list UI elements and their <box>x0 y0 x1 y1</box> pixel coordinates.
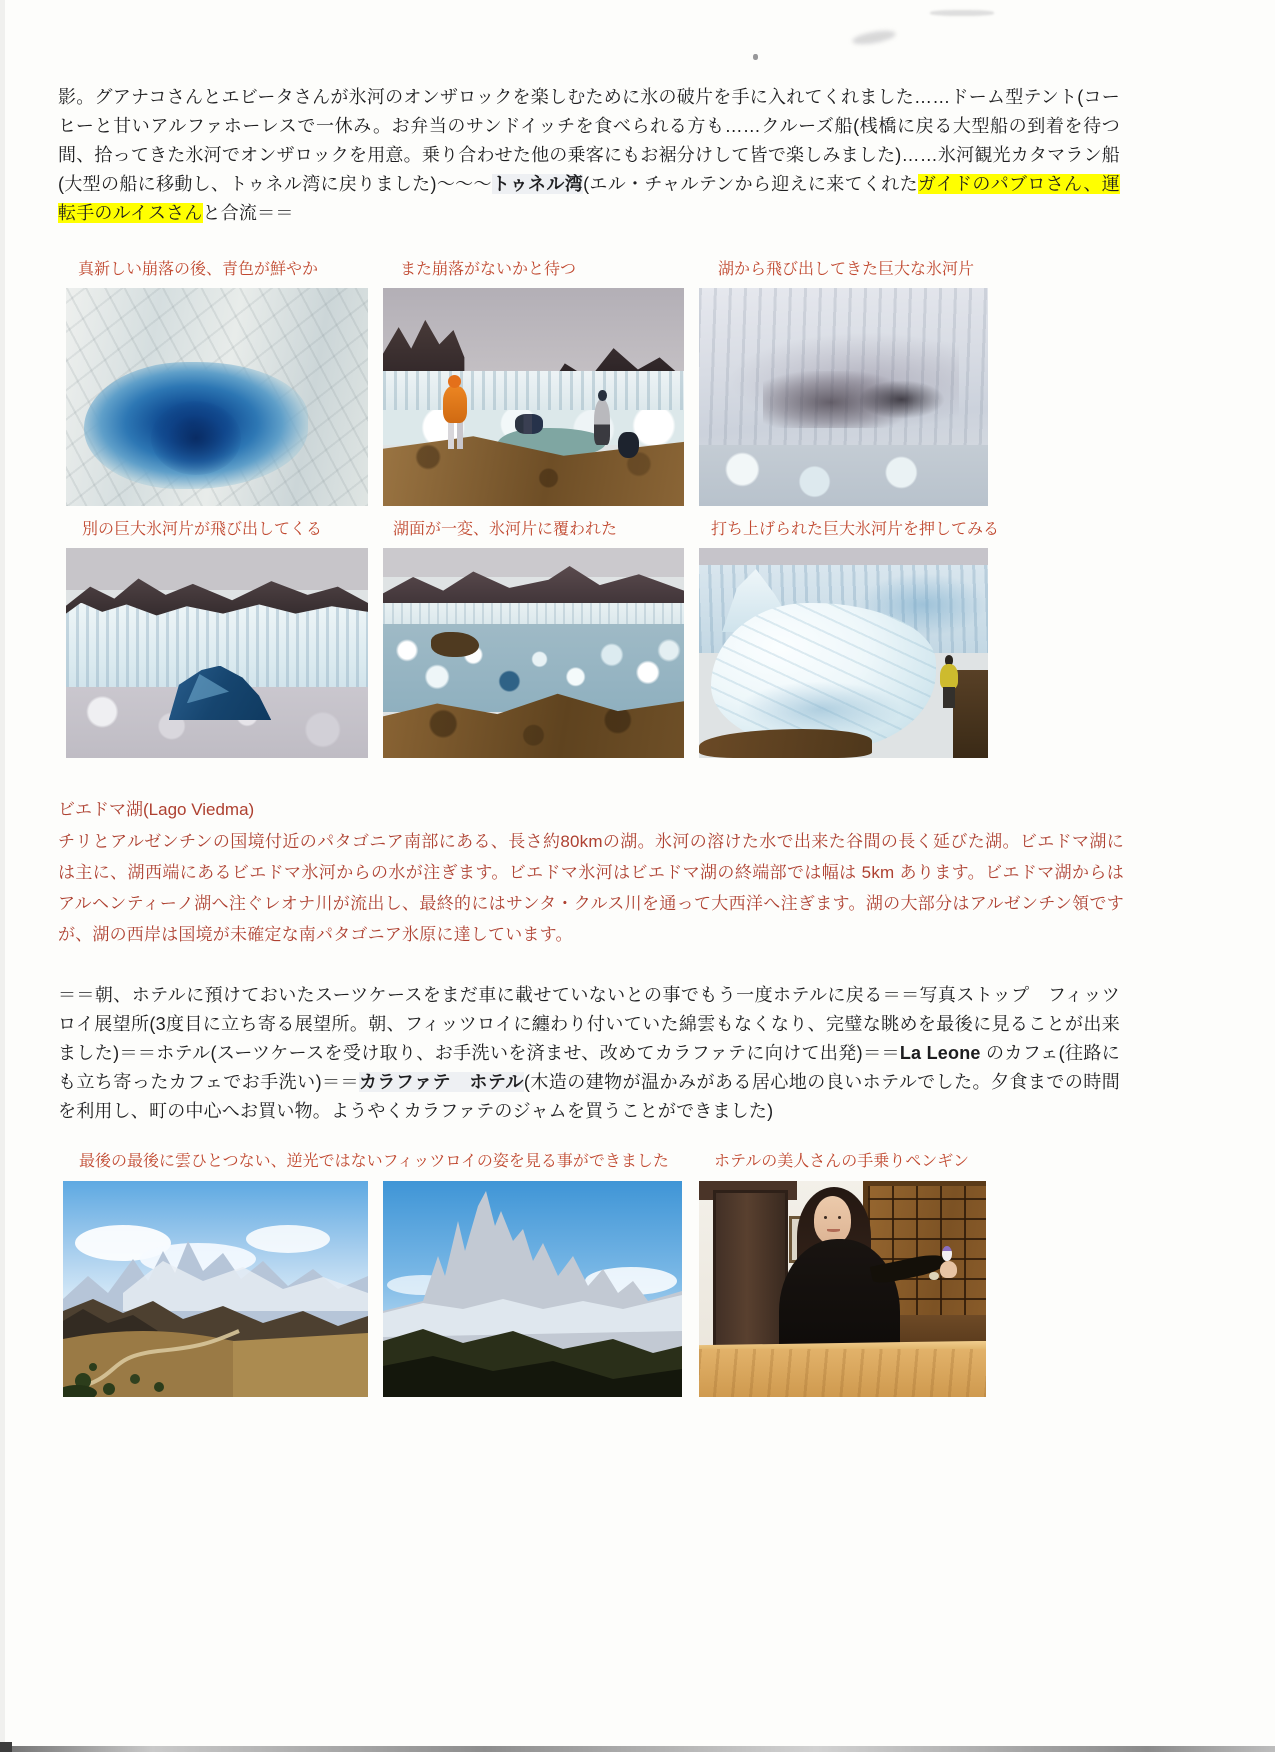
scan-speck <box>753 54 758 60</box>
photo-hotel-receptionist-penguin <box>699 1181 986 1397</box>
toy-penguin <box>942 1246 952 1261</box>
standing-person-head <box>598 390 606 401</box>
scan-smudge <box>930 10 994 16</box>
photo-caption-row3-2: ホテルの美人さんの手乗りペンギン <box>714 1153 970 1170</box>
photo-caption-row2-3: 打ち上げられた巨大氷河片を押してみる <box>711 521 1000 538</box>
viedma-section-paragraph: チリとアルゼンチンの国境付近のパタゴニア南部にある、長さ約80kmの湖。氷河の溶けた水で出来た谷間の長く延びた湖。ビエドマ湖には主に、湖西端にあるビエドマ氷河からの水が注ぎます。ビエドマ氷河はビエドマ湖の終端部では幅は 5km あります。ビエドマ湖からはアルヘンティーノ湖へ注ぐレオナ川が流出し、最終的にはサンタ・クルス川を通って大西洋へ注ぎます。湖の大部分はアルゼンチン領ですが、湖の西岸は国境が未確定な南パタゴニア氷原に達しています。 <box>58 832 1124 944</box>
photo-caption-row3-1: 最後の最後に雲ひとつない、逆光ではないフィッツロイの姿を見る事ができました <box>79 1153 669 1170</box>
shore-rocks <box>699 729 872 758</box>
photo-giant-ice-block-from-lake <box>699 288 988 506</box>
ice-rubble <box>699 445 988 506</box>
fitzroy-peaks-graphic <box>383 1181 682 1397</box>
photo-lake-covered-with-ice <box>383 548 684 758</box>
photo-caption-row1-1: 真新しい崩落の後、青色が鮮やか <box>78 261 319 278</box>
sky <box>66 548 368 590</box>
scan-left-edge <box>0 0 5 1752</box>
wooden-counter <box>699 1349 986 1397</box>
deep-blue-ice <box>151 401 242 475</box>
day-log-paragraph: ＝＝朝、ホテルに預けておいたスーツケースをまだ車に載せていないとの事でもう一度ホテルに戻る＝＝写真ストップ フィッツロイ展望所(3度目に立ち寄る展望所。朝、フィッツロイに纏わり付いていた綿雲もなくなり、完璧な眺めを最後に見ることが出来ました)＝＝ホテル(スーツケースを受け取り、お手洗いを済ませ、改めてカラファテに向けて出発)＝＝La Leone のカフェ(往路にも立ち寄ったカフェでお手洗い)＝＝カラファテ ホテル(木造の建物が温かみがある居心地の良いホテルでした。夕食までの時間を利用し、町の中心へお買い物。ようやくカラファテのジャムを買うことができました) <box>58 985 1120 1121</box>
standing-person <box>594 399 611 445</box>
dark-rock-patch <box>858 380 945 419</box>
photo-caption-row1-2: また崩落がないかと待つ <box>400 261 577 278</box>
photo-fitzroy-landscape <box>63 1181 368 1397</box>
scan-bottom-corner <box>0 1742 12 1752</box>
viedma-section-heading: ビエドマ湖(Lago Viedma) <box>58 800 255 819</box>
backpack <box>618 432 639 458</box>
photo-pushing-beached-iceberg <box>699 548 988 758</box>
photo-caption-row2-2: 湖面が一変、氷河片に覆われた <box>393 521 618 538</box>
woman-face <box>814 1196 851 1244</box>
scan-smudge <box>851 28 896 46</box>
photo-another-iceberg-emerging <box>66 548 368 758</box>
photo-caption-row1-3: 湖から飛び出してきた巨大な氷河片 <box>718 261 975 278</box>
sitting-people <box>515 414 542 434</box>
photo-glacier-fresh-blue-ice <box>66 288 368 506</box>
sky <box>383 548 684 577</box>
scan-bottom-edge <box>0 1746 1275 1752</box>
right-rock <box>953 670 988 758</box>
eye <box>824 1216 827 1219</box>
person-yellow-jacket <box>940 664 957 689</box>
wristwatch <box>929 1272 939 1281</box>
photo-fitzroy-peaks <box>383 1181 682 1397</box>
orange-person-legs <box>448 421 463 449</box>
eye <box>838 1216 841 1219</box>
rock-islet <box>431 632 479 657</box>
orange-person-body <box>443 386 467 423</box>
intro-paragraph: 影。グアナコさんとエビータさんが氷河のオンザロックを楽しむために氷の破片を手に入れてくれました……ドーム型テント(コーヒーと甘いアルファホーレスで一休み。お弁当のサンドイッチを食べられる方も……クルーズ船(桟橋に戻る大型船の到着を待つ間、拾ってきた氷河でオンザロックを用意。乗り合わせた他の乗客にもお裾分けして皆で楽しみました)……氷河観光カタマラン船(大型の船に移動し、トゥネル湾に戻りました)～～～トゥネル湾(エル・チャルテンから迎えに来てくれたガイドのパブロさん、運転手のルイスさんと合流＝＝ <box>58 87 1120 223</box>
fitzroy-landscape-graphic <box>63 1181 368 1397</box>
smile <box>827 1229 840 1232</box>
ice-covered-lake <box>383 624 684 712</box>
photo-caption-row2-1: 別の巨大氷河片が飛び出してくる <box>82 521 323 538</box>
photo-people-watching-glacier <box>383 288 684 506</box>
open-hand <box>940 1261 957 1278</box>
person-legs <box>943 687 955 708</box>
